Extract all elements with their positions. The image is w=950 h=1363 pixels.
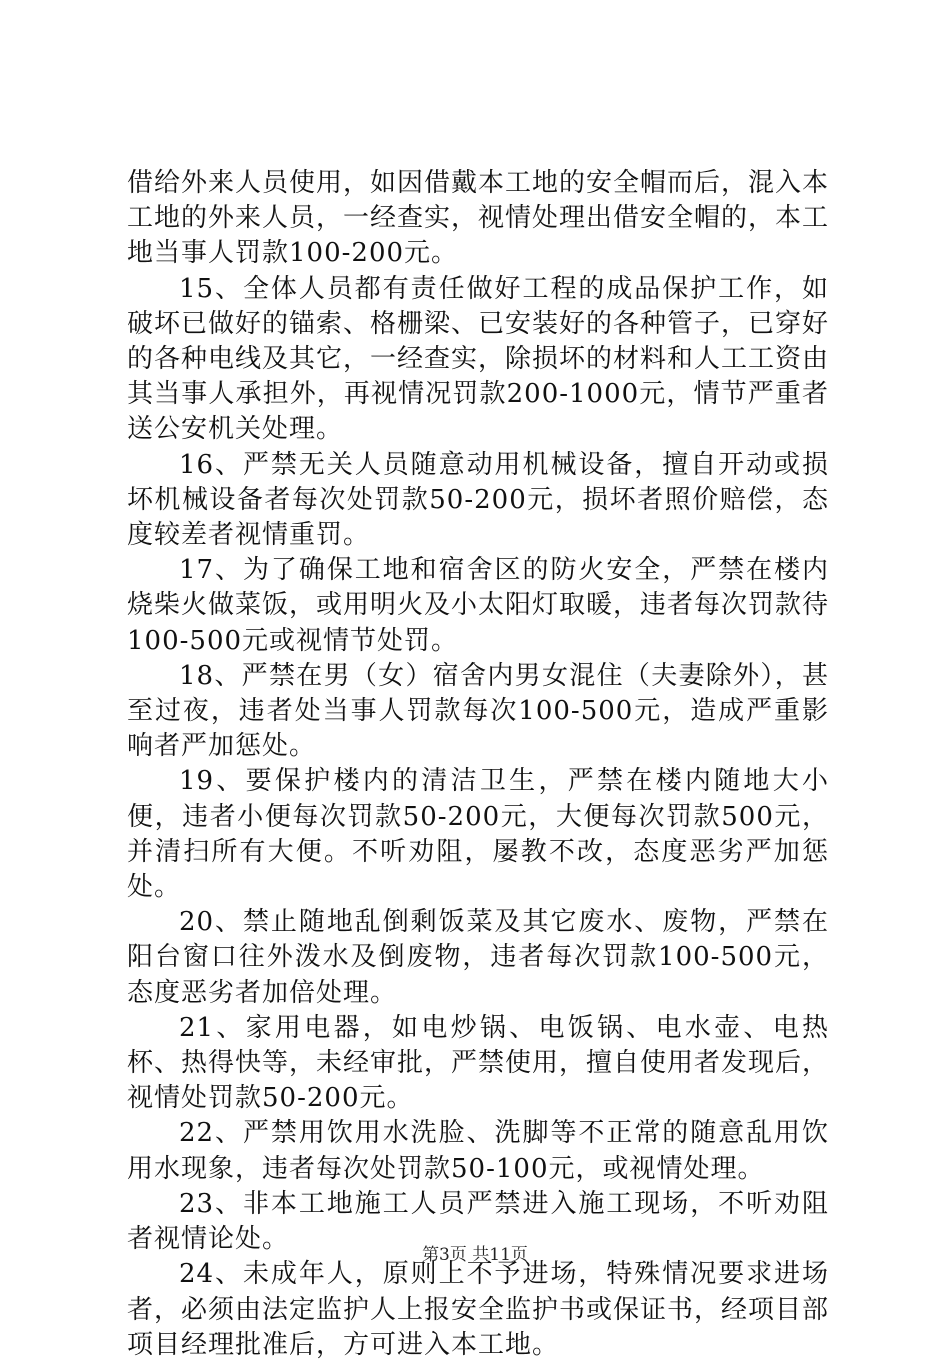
document-body xyxy=(127,166,829,1363)
paragraph-item-21: 21、家用电器，如电炒锅、电饭锅、电水壶、电热杯、热得快等，未经审批，严禁使用，擅自使用者发现后，视情处罚款50-200元。 xyxy=(127,1012,830,1114)
paragraph-item-24: 24、未成年人，原则上不予进场，特殊情况要求进场者，必须由法定监护人上报安全监护书或保证书，经项目部项目经理批准后，方可进入本工地。 xyxy=(127,1259,830,1360)
paragraph-item-23: 23、非本工地施工人员严禁进入施工现场，不听劝阻者视情论处。 xyxy=(127,1188,829,1255)
paragraph-item-17: 17、为了确保工地和宿舍区的防火安全，严禁在楼内烧柴火做菜饭，或用明火及小太阳灯取暖，违者每次罚款待100-500元或视情节处罚。 xyxy=(127,555,830,656)
paragraph-item-20: 20、禁止随地乱倒剩饭菜及其它废水、废物，严禁在阳台窗口往外泼水及倒废物，违者每次罚款100-500元，态度恶劣者加倍处理。 xyxy=(127,907,829,1008)
paragraph-item-16: 16、严禁无关人员随意动用机械设备，擅自开动或损坏机械设备者每次处罚款50-200元，损坏者照价赔偿，态度较差者视情重罚。 xyxy=(127,449,829,551)
paragraph-item-22: 22、严禁用饮用水洗脸、洗脚等不正常的随意乱用饮用水现象，违者每次处罚款50-100元，或视情处理。 xyxy=(127,1118,829,1184)
paragraph-item-19: 19、要保护楼内的清洁卫生，严禁在楼内随地大小便，违者小便每次罚款50-200元，大便每次罚款500元，并清扫所有大便。不听劝阻，屡教不改，态度恶劣严加惩处。 xyxy=(127,766,829,903)
paragraph-item-18: 18、严禁在男（女）宿舍内男女混住（夫妻除外），甚至过夜，违者处当事人罚款每次100-500元，造成严重影响者严加惩处。 xyxy=(127,660,829,762)
page-number-footer: 第3页 共11页 xyxy=(422,1245,528,1265)
paragraph-continuation: 借给外来人员使用，如因借戴本工地的安全帽而后，混入本工地的外来人员，一经查实，视情处理出借安全帽的，本工地当事人罚款100-200元。 xyxy=(127,168,830,269)
paragraph-item-15: 15、全体人员都有责任做好工程的成品保护工作，如破坏已做好的锚索、格栅梁、已安装好的各种管子，已穿好的各种电线及其它，一经查实，除损坏的材料和人工工资由其当事人承担外，再视情况罚款200-1000元，情节严重者送公安机关处理。 xyxy=(127,273,830,445)
